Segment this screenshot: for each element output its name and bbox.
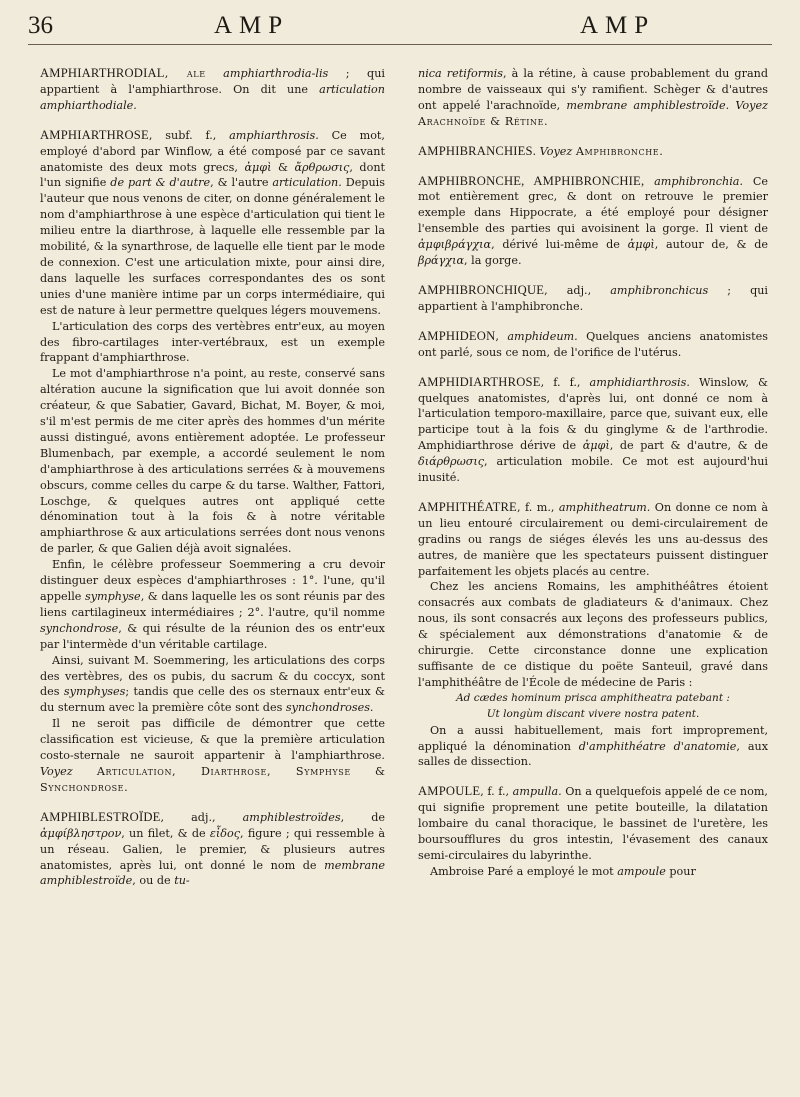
paragraph: [40, 653, 385, 717]
latin-term: amphideum.: [507, 329, 578, 343]
entry-ampoule: [418, 784, 768, 864]
entry-text: , autour de, & de: [654, 238, 768, 252]
italic-text: synchondrose: [40, 621, 119, 635]
entry-text: &: [375, 764, 385, 778]
entry-text: , dérivé lui-même de: [491, 238, 620, 252]
grammar-note: , f. f.,: [480, 785, 510, 799]
entry-text: On a aussi habituellement, mais fort improprement, appliqué la dénomination: [418, 723, 768, 753]
latin-term: amphiarthrodia-lis: [223, 67, 329, 80]
greek-word: ἀμφὶ: [582, 439, 610, 453]
entry-text: , à la rétine, à cause probablement du grand nombre de vaisseaux qui s'y ramifient. Schèger & d'autres ont appelé l'arachnoïde,: [418, 67, 768, 112]
headword: AMPHIDEON: [418, 328, 496, 343]
entry-text: , de: [340, 810, 385, 824]
greek-word: ἄρθρωσις: [294, 160, 350, 174]
entry-amphitheatre: [418, 500, 768, 580]
entry-text: Il ne seroit pas difficile de démontrer que cette classification est vicieuse, & que la première articulation costo-sternale ne sauroit appartenir à l'amphiarthrose.: [40, 717, 385, 763]
see-also-label: Voyez: [735, 98, 768, 112]
entry-text: , un filet, & de: [121, 826, 206, 840]
entry-amphibranchies: [418, 144, 768, 160]
greek-word: διάρθρωσις: [418, 455, 484, 469]
greek-word: ἀμφὶ: [627, 238, 655, 252]
entry-amphiarthrose: [40, 128, 385, 319]
headword: AMPOULE: [418, 784, 481, 799]
latin-term: ampulla.: [512, 785, 562, 799]
paragraph: Le mot d'amphiarthrose n'a point, au reste, conservé sans altération aucune la signification que lui avoit donnée son créateur, & que Sabatier, Gavard, Bichat, M. Boyer, & moi, s'il m'est permis de me citer après des hommes d'un mérite aussi distingué, avons entièrement adoptée. Le professeur Blumenbach, par exemple, a accordé seulement le nom d'amphiarthrose à des articulations serrées & à mouvemens obscurs, comme celles du carpe & du tarse. Walther, Fattori, Loschge, & quelques autres ont appliqué cette dénomination tout à la fois & à notre véritable amphiarthrose & aux articulations serrées dont nous venons de parler, & que Galien déjà avoit signalées.: [40, 367, 385, 556]
italic-text: synchondroses.: [285, 701, 374, 715]
entry-text: &: [278, 160, 288, 174]
entry-amphiblestroide: [40, 810, 385, 890]
entry-text: Enfin, le célèbre professeur Soemmering a cru devoir distinguer deux espèces d'amphiarthroses : 1°. l'une, qu'il appelle: [40, 558, 385, 603]
entry-text: ; qui appartient à l'amphiarthrose. On dit une: [40, 67, 386, 96]
entry-continuation: [418, 66, 768, 130]
quote-line: Ad cædes hominum prisca amphitheatra patebant :: [456, 691, 730, 704]
italic-text: symphyse: [84, 590, 141, 603]
entry-amphibronchique: [418, 283, 768, 315]
entry-text: Ainsi, suivant M. Soemmering, les articulations des corps des vertèbres, des os pubis, du sacrum & du coccyx, sont des: [40, 653, 385, 699]
greek-word: ἀμφὶ: [244, 160, 272, 174]
headword: AMPHIBRANCHIES.: [418, 143, 537, 158]
entry-amphideon: [418, 329, 768, 361]
entry-text: Ce mot entièrement grec, & dont on retrouve le premier exemple dans Hippocrate, a été employé pour désigner l'ensemble des parties qui avoisinent la gorge. Il vient de: [418, 174, 768, 236]
header-rule: [28, 44, 772, 45]
entry-text: , dont l'un signifie: [40, 160, 386, 190]
italic-text: nica retiformis: [418, 67, 503, 80]
latin-term: amphitheatrum.: [558, 500, 651, 514]
cross-reference: Synchondrose.: [40, 780, 129, 794]
italic-text: tu-: [174, 874, 190, 888]
entry-text: Depuis l'auteur que nous venons de citer, on donne généralement le nom d'amphiarthrose à une espèce d'articulation qui tient le milieu entre la diarthrose, à laquelle elle ressemble par la mobilité, & la synarthrose, de laquelle elle tient par le mode de connexion. C'est une articulation mixte, pour ainsi dire, dans laquelle les surfaces correspondantes des os sont unies d'une manière intime par un corps intermédiaire, qui est de nature à leur permettre quelques légers mouvemens.: [40, 176, 385, 317]
entry-text: Ce mot, employé d'abord par Winflow, a été composé par ce savant anatomiste des deux mots grecs,: [40, 128, 385, 174]
entry-text: ; qui appartient à l'amphibronche.: [418, 283, 769, 313]
grammar-note: ,: [495, 329, 499, 343]
entry-amphiarthrodial: [40, 66, 385, 114]
entry-text: , ou de: [132, 874, 171, 888]
italic-text: articulation.: [272, 176, 342, 190]
headword: AMPHIBRONCHE, AMPHIBRONCHIE,: [418, 173, 645, 188]
italic-text: membrane amphiblestroïde: [40, 858, 385, 888]
entry-text: Winslow, & quelques anatomistes, d'après lui, ont donné ce nom à l'articulation temporo-maxillaire, parce que, suivant eux, elle participe tout à la fois & du ginglyme & de l'arthrodie. Amphidiarthrose dérive de: [418, 375, 768, 453]
paragraph: [40, 557, 385, 652]
headword: AMPHIARTHROSE: [40, 127, 149, 142]
see-also-label: Voyez: [539, 144, 573, 158]
latin-term: amphiarthrosis.: [229, 128, 319, 142]
entry-amphidiarthrose: [418, 375, 768, 486]
paragraph: Chez les anciens Romains, les amphithéâtres étoient consacrés aux combats de gladiateurs & d'animaux. Chez nous, ils sont consacrés aux leçons des professeurs publics, & spécialement aux démonstrations d'anatomie & de chirurgie. Cette circonstance donne une explication suffisante de ce distique du poëte Santeuil, gravé dans l'amphithéâtre de l'École de médecine de Paris :: [418, 580, 768, 689]
running-head-left: AMP: [214, 12, 290, 39]
paragraph: [418, 723, 768, 771]
grammar-note: , ale: [164, 67, 206, 80]
cross-reference: Amphibronche.: [575, 144, 664, 158]
headword: AMPHIARTHRODIAL: [40, 66, 165, 80]
entry-text: On a quelquefois appelé de ce nom, qui signifie proprement une petite bouteille, la dilatation lombaire du canal thoracique, le bassinet de l'uretère, les boursoufflures du gros intestin, l'évasement des canaux semi-circulaires du labyrinthe.: [418, 785, 768, 862]
italic-text: membrane amphiblestroïde.: [566, 98, 730, 112]
entry-text: , la gorge.: [464, 254, 522, 268]
running-head-right: AMP: [580, 12, 656, 39]
entry-text: ; tandis que celle des os sternaux entr'eux & du sternum avec la première côte sont des: [40, 685, 386, 715]
italic-text: de part & d'autre: [110, 176, 211, 190]
entry-text: Ambroise Paré a employé le mot: [430, 864, 614, 878]
latin-term: amphibronchicus: [610, 283, 709, 297]
latin-term: amphibronchia.: [654, 174, 744, 188]
entry-amphibronche: [418, 174, 768, 269]
grammar-note: , adj.,: [160, 810, 216, 824]
entry-text: On donne ce nom à un lieu entouré circulairement ou demi-circulairement de gradins ou rangs de siéges élevés les uns au-dessus des autres, de manière que les spectateurs puissent distinguer parfaitement les objets placés au centre.: [418, 500, 768, 578]
quote-line: Ut longùm discant vivere nostra patent.: [486, 707, 700, 720]
paragraph: [418, 864, 768, 880]
latin-term: amphiblestroïdes: [242, 810, 341, 824]
entry-text: , & dans laquelle les os sont réunis par des liens cartilagineux intermédiaires ; 2°. l'autre, qu'il nomme: [40, 590, 385, 619]
entry-text: Quelques anciens anatomistes ont parlé, sous ce nom, de l'orifice de l'utérus.: [418, 329, 769, 359]
right-column: [418, 66, 768, 880]
headword: AMPHITHÉATRE: [418, 499, 517, 514]
grammar-note: , subf. f.,: [148, 128, 217, 142]
left-column: [40, 66, 385, 889]
entry-example: articulation amphiarthodiale.: [40, 82, 385, 112]
entry-text: , & qui résulte de la réunion des os entr'eux par l'intermède d'un véritable cartilage.: [40, 621, 385, 651]
headword: AMPHIBRONCHIQUE: [418, 282, 545, 297]
headword: AMPHIDIARTHROSE: [418, 374, 541, 389]
grammar-note: , adj.,: [544, 283, 592, 297]
entry-text: , de part & d'autre, & de: [609, 439, 768, 453]
italic-text: ampoule: [617, 864, 666, 878]
entry-text: , articulation mobile. Ce mot est aujourd'hui inusité.: [418, 455, 768, 485]
grammar-note: , f. f.,: [540, 375, 581, 389]
paragraph: L'articulation des corps des vertèbres entr'eux, au moyen des fibro-cartilages inter-vertébraux, est un exemple frappant d'amphiarthrose.: [40, 319, 385, 365]
greek-word: ἀμφιβράγχια: [418, 238, 492, 252]
paragraph: [40, 716, 385, 796]
latin-term: amphidiarthrosis.: [589, 375, 690, 389]
headword: AMPHIBLESTROÏDE: [40, 809, 161, 824]
greek-word: εἶδος: [209, 826, 241, 840]
grammar-note: , f. m.,: [516, 500, 555, 514]
entry-text: , figure ; qui ressemble à un réseau. Galien, le premier, & plusieurs autres anatomistes, après lui, ont donné le nom de: [40, 826, 386, 872]
entry-text: pour: [669, 864, 696, 878]
running-header: [28, 10, 772, 50]
greek-word: ἀμφίβληστρον: [40, 826, 122, 840]
see-also-label: Voyez: [40, 764, 73, 778]
entry-text: , & l'autre: [210, 176, 269, 190]
cross-reference: Articulation, Diarthrose, Symphyse: [96, 764, 351, 778]
page-number: 36: [28, 12, 53, 39]
italic-text: symphyses: [63, 685, 126, 699]
entry-text: , aux salles de dissection.: [418, 739, 769, 769]
cross-reference: Arachnoïde & Rétine.: [418, 114, 549, 128]
italic-text: d'amphithéatre d'anatomie: [578, 739, 737, 753]
greek-word: βράγχια: [418, 254, 465, 268]
